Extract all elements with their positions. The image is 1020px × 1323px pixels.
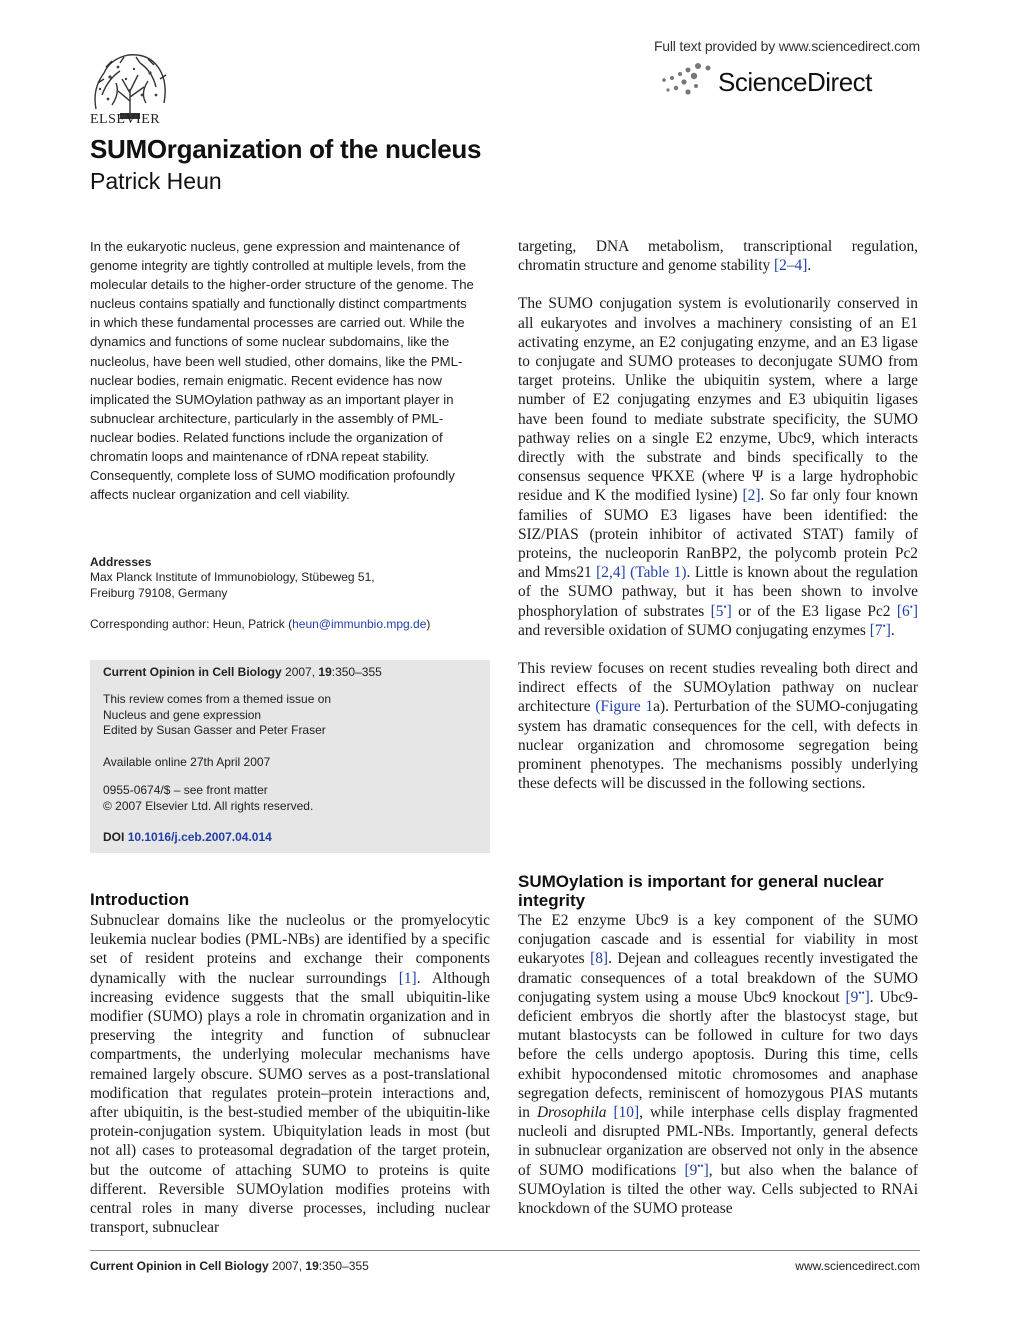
infobox-citation [103,665,382,681]
r-text-1b: . So far only four known families of SUMO E3 ligases have been identified: the SIZ/PIAS (protein inhibitor of activated STAT) family of proteins, the nucleoporin RanBP2, the polycomb protein Pc2 and Mms21 [518,487,919,582]
addresses [90,570,470,601]
ref-9[interactable] [846,989,870,1006]
address-line-2: Freiburg 79108, Germany [90,585,228,600]
addresses-heading: Addresses [90,555,152,569]
article-author: Patrick Heun [90,168,222,194]
ref-9b-dots: •• [697,1160,704,1171]
ref-9-close: ] [864,988,870,1006]
drosophila-italic: Drosophila [536,1104,607,1122]
provided-by[interactable]: Full text provided by www.sciencedirect.com [653,38,920,54]
r-text-3a: The E2 enzyme Ubc9 is a key component of the SUMO conjugation cascade and is essential for viability in most eukaryotes [518,912,918,968]
r-text-1d: . Little is known about the regulation of the SUMO pathway, but it has been shown to involve phosphorylation of substrates [518,564,918,620]
infobox-doi [103,830,272,846]
ref-1[interactable]: [1] [398,969,417,987]
sumoylation-body [518,911,918,1218]
ref-8[interactable]: [8] [590,950,609,968]
ref-6-num: [6 [896,602,910,620]
corresponding-author [90,617,480,631]
r-text-2b: a). Perturbation of the SUMO-conjugating system has dramatic consequences for the cell, with defects in nuclear organization and chromosome segregation being prominent phenotypes. The mechanisms possibly underlying these defects will be discussed in the following sections. [518,698,918,793]
introduction-body [90,911,490,1237]
ref-5-dot: • [723,601,727,612]
ref-6-dot: • [909,601,913,612]
ref-7-num: [7 [869,621,883,639]
infobox-year: 2007, [285,665,316,679]
ref-9b-close: ] [703,1161,709,1179]
ref-6-close: ] [912,602,918,620]
right-paragraph-1 [518,294,918,640]
article-info-box [90,660,490,853]
right-paragraph-2 [518,659,918,793]
sciencedirect-wordmark[interactable]: ScienceDirect [718,67,872,97]
infobox-available: Available online 27th April 2007 [103,755,271,769]
r-text-3e: , while interphase cells display fragmented nucleoli and disrupted PML-NBs. Importantly, general defects in subnuclear organization are observed not only in the absence of SUMO modifications [518,1104,918,1179]
corresponding-prefix: Corresponding author: Heun, Patrick ( [90,617,293,631]
infobox-doi-label: DOI [103,830,125,844]
infobox-journal: Current Opinion in Cell Biology [103,665,282,679]
footer-journal: Current Opinion in Cell Biology [90,1259,269,1273]
infobox-theme-1: This review comes from a themed issue on [103,692,332,706]
ref-9-num: [9 [845,988,859,1006]
ref-2[interactable]: [2] [742,487,761,505]
footer-pages: :350–355 [318,1259,369,1273]
r-text-1g: . [890,621,895,639]
footer-volume: 19 [305,1259,319,1273]
infobox-volume: 19 [318,665,332,679]
ref-9b-num: [9 [684,1161,698,1179]
ref-2-4[interactable]: [2–4] [774,257,808,275]
footer-year: 2007, [272,1259,303,1273]
ref-5-close: ] [726,602,732,620]
footer-citation [90,1259,369,1273]
abstract [90,237,480,504]
footer-divider [90,1250,920,1251]
article-title: SUMOrganization of the nucleus [90,134,482,164]
ref-2-4b[interactable]: [2,4] [596,564,626,582]
r-text-2a: This review focuses on recent studies revealing both direct and indirect effects of the SUMOylation pathway on nuclear architecture [518,660,918,716]
r-text-3b: . Dejean and colleagues recently investigated the dramatic consequences of a total breakdown of the SUMO conjugating system using a mouse Ubc9 knockout [518,950,919,1006]
address-line-1: Max Planck Institute of Immunobiology, Stübeweg 51, [90,570,375,584]
right-paragraph-3 [518,911,918,1218]
corresponding-email-link[interactable]: heun@immunbio.mpg.de [292,617,427,631]
ref-5[interactable] [711,603,732,620]
ref-7-dot: • [882,620,886,631]
right-column-body [518,237,918,793]
r-text-1f: and reversible oxidation of SUMO conjugating enzymes [518,621,870,639]
intro-paragraph-1 [90,911,490,1237]
r-text-0a: targeting, DNA metabolism, transcriptional regulation, chromatin structure and genome stability [518,238,918,275]
corresponding-suffix: ) [426,617,431,631]
ref-9b[interactable] [684,1162,708,1179]
ref-6[interactable] [897,603,918,620]
ref-9-dots: •• [858,987,865,998]
r-text-3c: . Ubc9-deficient embryos die shortly after the blastocyst stage, but mutant blastocysts can be followed in culture for two days before the cells undergo apoptosis. During this time, cells exhibit hypocondensed mitotic chromosomes and anaphase segregation defects, reminiscent of homozygous PIAS mutants in [518,988,918,1122]
sumoylation-heading: SUMOylation is important for general nuclear integrity [518,872,884,910]
infobox-editors: Edited by Susan Gasser and Peter Fraser [103,723,326,737]
abstract-text: In the eukaryotic nucleus, gene expression and maintenance of genome integrity are tightly controlled at multiple levels, from the molecular details to the higher-order structure of the genome. The nucleus contains spatially and functionally distinct compartments in which these fundamental processes are carried out. While the dynamics and functions of some nuclear subdomains, like the nucleolus, have been well studied, other domains, like the PML-nuclear bodies, remain enigmatic. Recent evidence has now implicated the SUMOylation pathway as an important player in subnuclear architecture, particularly in the assembly of PML-nuclear bodies. Related functions include the organization of chromatin loops and maintenance of rDNA repeat stability. Consequently, complete loss of SUMO modification profoundly affects nuclear organization and cell viability. [90,239,474,503]
sciencedirect-dots-logo [658,60,718,100]
figure-1-link[interactable]: (Figure 1 [595,698,654,716]
infobox-theme-2: Nucleus and gene expression [103,708,262,722]
r-text-3f: , but also when the balance of SUMOylation is tilted the other way. Cells subjected to RNAi knockdown of the SUMO protease [518,1161,918,1218]
ref-7[interactable] [870,622,891,639]
infobox-issn: 0955-0674/$ – see front matter [103,783,268,797]
publisher-name: ELSEVIER [90,112,161,127]
r-text-1e: or of the E3 ligase Pc2 [731,602,897,620]
r-text-1a: The SUMO conjugation system is evolutionarily conserved in all eukaryotes and involves a machinery consisting of an E1 activating enzyme, an E2 conjugating enzyme, and an E3 ligase to conjugate and SUMO proteases to deconjugate SUMO from target proteins. Unlike the ubiquitin system, where a large number of E2 conjugating enzymes and E3 ubiquitin ligases have been found to mediate substrate specificity, the SUMO pathway relies on a single E2 enzyme, Ubc9, which interacts directly with the substrate and binds specifically to the consensus sequence ΨKXE (where Ψ is a large hydrophobic residue and K the modified lysine) [518,295,918,505]
introduction-heading: Introduction [90,890,190,909]
doi-link[interactable]: 10.1016/j.ceb.2007.04.014 [127,830,272,844]
table-1-link[interactable]: (Table 1) [630,564,687,582]
intro-text-a: Subnuclear domains like the nucleolus or the promyelocytic leukemia nuclear bodies (PML-NBs) are identified by a specific set of resident proteins and exchange their components dynamically with the nuclear surroundings [90,912,490,987]
ref-5-num: [5 [710,602,724,620]
right-paragraph-0 [518,237,918,275]
infobox-pages: :350–355 [331,665,382,679]
r-text-0b: . [807,257,812,275]
footer-url[interactable]: www.sciencedirect.com [795,1259,920,1273]
ref-7-close: ] [885,621,891,639]
infobox-copyright: © 2007 Elsevier Ltd. All rights reserved. [103,799,314,813]
intro-text-b: . Although increasing evidence suggests that the small ubiquitin-like modifier (SUMO) plays a role in chromatin organization and in preserving the integrity and function of subnuclear compartments, the underlying molecular mechanisms have remained largely obscure. SUMO serves as a post-translational modification that regulates protein–protein interactions and, after ubiquitin, is the best-studied member of the ubiquitin-like protein-conjugation system. Ubiquitylation leads in most (but not all) cases to proteasomal degradation of the target protein, but the outcome of attaching SUMO to proteins is quite different. Reversible SUMOylation modifies proteins with central roles in many diverse processes, including nuclear transport, subnuclear [90,969,490,1237]
ref-10[interactable]: [10] [613,1104,640,1122]
